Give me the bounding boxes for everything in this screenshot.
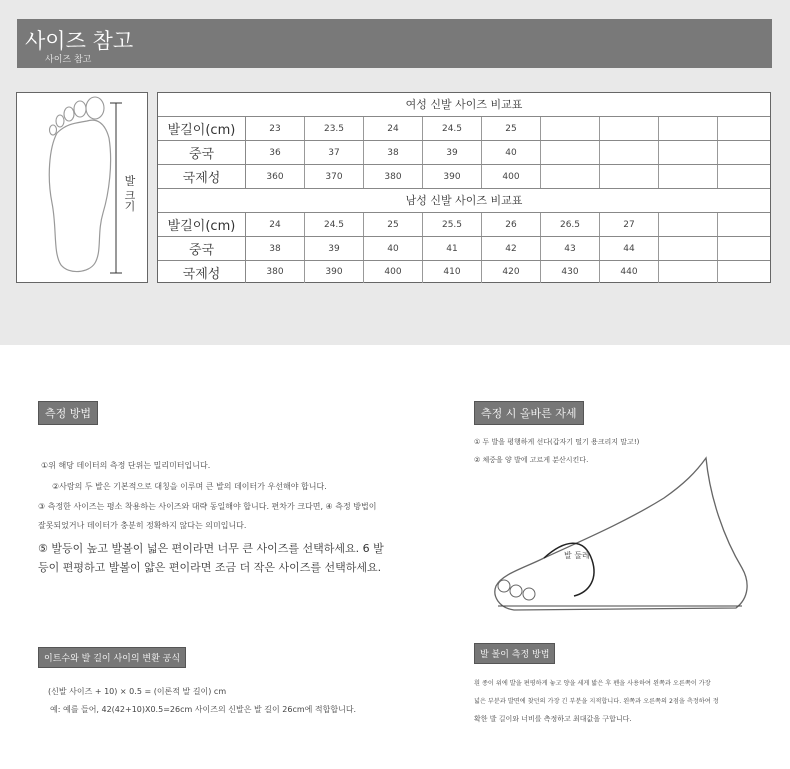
table-cell bbox=[659, 117, 718, 140]
table-cell: 26.5 bbox=[541, 213, 600, 236]
table-cell bbox=[600, 117, 659, 140]
table-cell: 25 bbox=[482, 117, 541, 140]
table-cell: 36 bbox=[246, 141, 305, 164]
method-line-2: ②사람의 두 발은 기본적으로 대칭을 이루며 큰 발의 데이터가 우선해야 합니다. bbox=[52, 482, 327, 491]
table-cell: 23.5 bbox=[305, 117, 364, 140]
table-cell: 24.5 bbox=[423, 117, 482, 140]
table-cell: 380 bbox=[364, 165, 423, 188]
table-cell: 400 bbox=[482, 165, 541, 188]
table-cell: 24 bbox=[364, 117, 423, 140]
table-cell: 380 bbox=[246, 261, 305, 283]
table-cell: 40 bbox=[364, 237, 423, 260]
table-cell: 39 bbox=[305, 237, 364, 260]
ball-circumference-label: 발 둘레 bbox=[564, 551, 590, 560]
table-cell bbox=[600, 141, 659, 164]
table-cell: 400 bbox=[364, 261, 423, 283]
women-table-title: 여성 신발 사이즈 비교표 bbox=[158, 93, 770, 117]
table-cell bbox=[541, 165, 600, 188]
table-cell bbox=[541, 117, 600, 140]
men-row-length bbox=[158, 213, 770, 237]
table-cell: 26 bbox=[482, 213, 541, 236]
table-cell: 42 bbox=[482, 237, 541, 260]
side-foot-illustration bbox=[474, 428, 774, 624]
size-table bbox=[157, 92, 771, 283]
table-cell: 44 bbox=[600, 237, 659, 260]
row-label: 발길이(cm) bbox=[158, 213, 246, 236]
posture-line-2: ② 체중을 양 발에 고르게 분산시킨다. bbox=[474, 456, 589, 464]
table-cell: 41 bbox=[423, 237, 482, 260]
table-cell: 23 bbox=[246, 117, 305, 140]
row-label: 국제성 bbox=[158, 165, 246, 188]
table-cell: 360 bbox=[246, 165, 305, 188]
page-subtitle: 사이즈 참고 bbox=[45, 55, 92, 65]
men-row-intl bbox=[158, 261, 770, 283]
men-table-title: 남성 신발 사이즈 비교표 bbox=[158, 189, 770, 213]
row-label: 중국 bbox=[158, 237, 246, 260]
table-cell: 24.5 bbox=[305, 213, 364, 236]
row-label: 발길이(cm) bbox=[158, 117, 246, 140]
table-cell: 420 bbox=[482, 261, 541, 283]
table-cell: 24 bbox=[246, 213, 305, 236]
row-label: 중국 bbox=[158, 141, 246, 164]
ball-measure-line-1: 흰 종이 위에 발을 편평하게 놓고 양을 세게 밟은 후 펜을 사용하여 왼쪽과 오른쪽이 가장 bbox=[474, 680, 711, 687]
table-cell: 39 bbox=[423, 141, 482, 164]
table-cell: 440 bbox=[600, 261, 659, 283]
table-cell bbox=[659, 141, 718, 164]
ball-measure-line-2: 넓은 부분과 발면에 찾던의 가장 긴 부분을 지적합니다. 왼쪽과 오른쪽의 2점을 측정하여 정 bbox=[474, 698, 719, 705]
method-line-5: ⑤ 발등이 높고 발볼이 넓은 편이라면 너무 큰 사이즈를 선택하세요. 6 발 bbox=[38, 542, 384, 555]
method-line-4: 잘못되었거나 데이터가 충분히 정확하지 않다는 의미입니다. bbox=[38, 521, 247, 530]
ball-measure-title: 발 볼이 측정 방법 bbox=[474, 643, 555, 664]
row-label: 국제성 bbox=[158, 261, 246, 283]
women-row-china bbox=[158, 141, 770, 165]
ball-measure-line-3: 확한 발 길이와 너비를 측정하고 최대값을 구합니다. bbox=[474, 715, 632, 723]
table-cell bbox=[600, 165, 659, 188]
method-line-1: ①위 해당 데이터의 측정 단위는 밀리미터입니다. bbox=[41, 461, 211, 470]
women-row-length bbox=[158, 117, 770, 141]
women-row-intl bbox=[158, 165, 770, 189]
table-cell: 38 bbox=[246, 237, 305, 260]
foot-length-label: 발 크기 bbox=[123, 175, 136, 212]
method-title: 측정 방법 bbox=[38, 401, 98, 425]
table-cell: 390 bbox=[305, 261, 364, 283]
formula-title: 이트수와 발 길이 사이의 변환 공식 bbox=[38, 647, 186, 668]
posture-title: 측정 시 올바른 자세 bbox=[474, 401, 584, 425]
table-cell: 43 bbox=[541, 237, 600, 260]
posture-line-1: ① 두 발을 평행하게 선다(갑자기 떨기 용크리지 말고!) bbox=[474, 438, 640, 446]
table-cell bbox=[659, 261, 718, 283]
formula-line-2: 예: 예를 들어, 42(42+10)X0.5=26cm 사이즈의 신발은 발 길이 26cm에 적합합니다. bbox=[50, 705, 357, 714]
table-cell: 27 bbox=[600, 213, 659, 236]
table-cell: 430 bbox=[541, 261, 600, 283]
table-cell: 25.5 bbox=[423, 213, 482, 236]
table-cell: 40 bbox=[482, 141, 541, 164]
foot-diagram bbox=[16, 92, 148, 283]
table-cell: 37 bbox=[305, 141, 364, 164]
table-cell bbox=[541, 141, 600, 164]
side-foot-icon bbox=[474, 428, 774, 624]
table-cell bbox=[659, 165, 718, 188]
table-cell: 370 bbox=[305, 165, 364, 188]
table-cell: 410 bbox=[423, 261, 482, 283]
page-title: 사이즈 참고 bbox=[25, 29, 134, 53]
men-row-china bbox=[158, 237, 770, 261]
table-cell bbox=[659, 213, 718, 236]
method-line-6: 등이 편평하고 발볼이 얇은 편이라면 조금 더 작은 사이즈를 선택하세요. bbox=[38, 561, 382, 574]
size-reference-panel bbox=[0, 0, 790, 345]
header-banner bbox=[17, 19, 772, 68]
method-line-3: ③ 측정한 사이즈는 평소 착용하는 사이즈와 대략 동일해야 합니다. 편차가 크다면, ④ 측정 방법이 bbox=[38, 502, 377, 511]
table-cell: 25 bbox=[364, 213, 423, 236]
formula-line-1: (신발 사이즈 + 10) × 0.5 = (이론적 발 길이) cm bbox=[48, 687, 227, 696]
table-cell bbox=[659, 237, 718, 260]
table-cell: 38 bbox=[364, 141, 423, 164]
table-cell: 390 bbox=[423, 165, 482, 188]
